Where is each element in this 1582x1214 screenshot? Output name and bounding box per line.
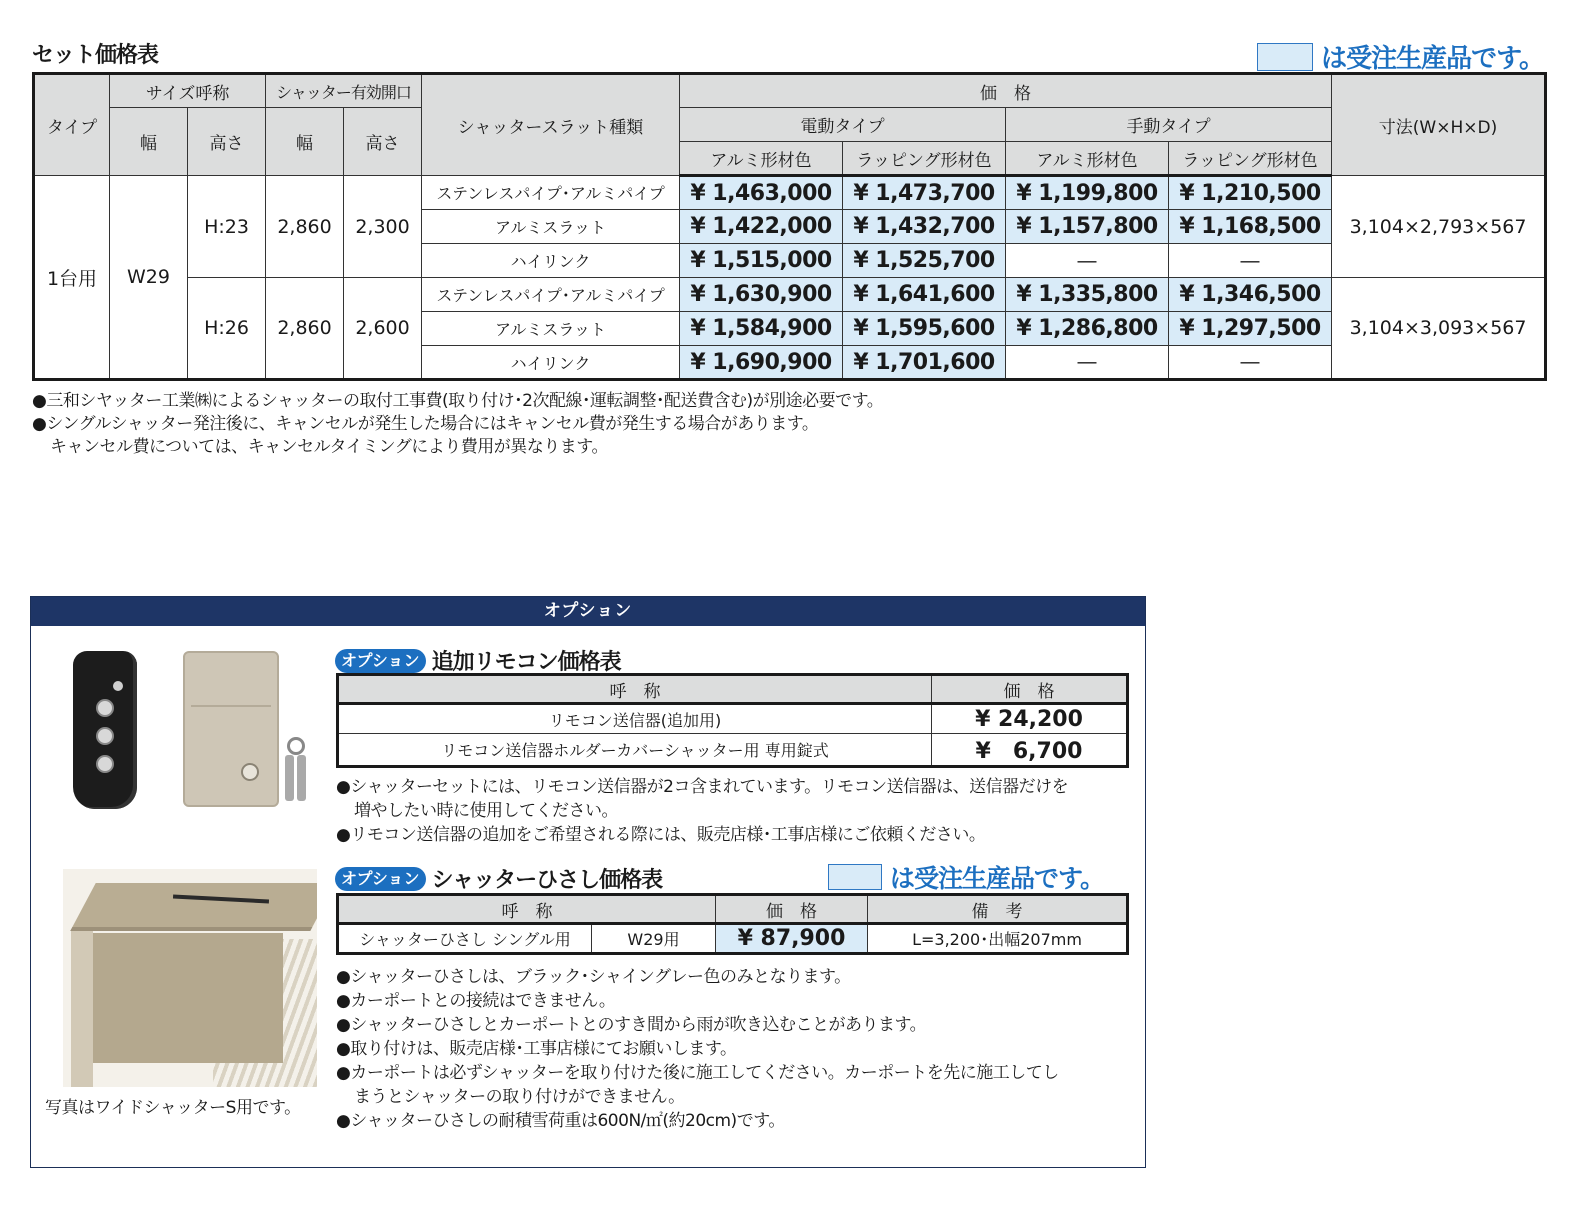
slat-cell: ステンレスパイプ･アルミパイプ [422,176,680,210]
visor-name-cell: シャッターひさし シングル用 [338,924,592,954]
note-line: ●シャッターひさしは、ブラック･シャイングレー色のみとなります。 [336,967,851,987]
price-cell: ¥ 1,210,500 [1169,176,1332,210]
header-slat-type: シャッタースラット種類 [422,74,680,176]
made-to-order-legend [1257,38,1544,75]
price-cell: ¥ 1,690,900 [680,346,843,380]
note-line: ●カーポートは必ずシャッターを取り付けた後に施工してください。カーポートを先に施工してし [336,1063,1059,1083]
table-row [338,924,1128,954]
made-to-order-swatch [1257,43,1313,71]
header-manual: 手動タイプ [1006,108,1332,142]
dimensions-cell: 3,104×3,093×567 [1332,278,1546,380]
remote-header-price: 価 格 [932,675,1128,704]
price-cell: ¥ 1,422,000 [680,210,843,244]
header-manual-wrapping: ラッピング形材色 [1169,142,1332,176]
price-cell: ¥ 1,346,500 [1169,278,1332,312]
note-line: まうとシャッターの取り付けができません。 [354,1087,685,1107]
remote-price-table [336,673,1129,768]
table-row [338,704,1128,734]
price-cell: ¥ 1,641,600 [843,278,1006,312]
price-cell: ¥ 1,584,900 [680,312,843,346]
options-panel [30,596,1146,1168]
note-line: ●シングルシャッター発注後に、キャンセルが発生した場合にはキャンセル費が発生する場合があります。 [32,414,819,434]
price-cell: ¥ 1,463,000 [680,176,843,210]
header-dimensions: 寸法(W×H×D) [1332,74,1546,176]
width-cell: W29 [110,176,188,380]
height-name-cell: H:23 [188,176,266,278]
type-cell: 1台用 [34,176,110,380]
price-cell-empty: ― [1006,244,1169,278]
price-cell-empty: ― [1169,346,1332,380]
slat-cell: ハイリンク [422,244,680,278]
note-line: ●カーポートとの接続はできません。 [336,991,616,1011]
price-cell: ¥ 1,630,900 [680,278,843,312]
header-size-name: サイズ呼称 [110,74,266,108]
table-row [34,278,1546,312]
made-to-order-swatch [828,864,882,890]
price-cell: ¥ 1,168,500 [1169,210,1332,244]
visor-notes [336,965,1059,1133]
header-size-width: 幅 [110,108,188,176]
shutter-visor-image [63,869,317,1087]
price-cell: ¥ 1,157,800 [1006,210,1169,244]
made-to-order-text: は受注生産品です。 [1321,44,1544,74]
price-cell: ¥ 1,525,700 [843,244,1006,278]
price-cell: ¥ 1,335,800 [1006,278,1169,312]
option-badge: オプション [335,867,426,891]
made-to-order-text: は受注生産品です。 [890,864,1105,893]
header-open-width: 幅 [266,108,344,176]
option-badge: オプション [335,649,426,673]
open-height-cell: 2,600 [344,278,422,380]
header-manual-aluminum: アルミ形材色 [1006,142,1169,176]
open-width-cell: 2,860 [266,176,344,278]
height-name-cell: H:26 [188,278,266,380]
price-cell-empty: ― [1169,244,1332,278]
remote-price-cell: ¥ 6,700 [932,734,1128,767]
visor-header-price: 価 格 [716,895,868,924]
note-line: ●シャッターセットには、リモコン送信器が2コ含まれています。リモコン送信器は、送信器だけを [336,777,1069,797]
note-line: ●取り付けは、販売店様･工事店様にてお願いします。 [336,1039,737,1059]
slat-cell: ステンレスパイプ･アルミパイプ [422,278,680,312]
set-price-table [32,72,1547,381]
visor-note-cell: L=3,200･出幅207mm [868,924,1128,954]
remote-title-text: 追加リモコン価格表 [431,650,621,675]
slat-cell: アルミスラット [422,210,680,244]
header-type: タイプ [34,74,110,176]
note-line: 増やしたい時に使用してください。 [354,801,618,821]
price-cell-empty: ― [1006,346,1169,380]
dimensions-cell: 3,104×2,793×567 [1332,176,1546,278]
price-cell: ¥ 1,432,700 [843,210,1006,244]
price-cell: ¥ 1,286,800 [1006,312,1169,346]
remote-name-cell: リモコン送信器(追加用) [338,704,932,734]
visor-made-to-order-legend [828,859,1104,895]
price-cell: ¥ 1,297,500 [1169,312,1332,346]
header-electric-wrapping: ラッピング形材色 [843,142,1006,176]
table-row [34,176,1546,210]
price-cell: ¥ 1,473,700 [843,176,1006,210]
note-line: ●三和シヤッター工業㈱によるシャッターの取付工事費(取り付け･2次配線･運転調整･配送費含む)が別途必要です。 [32,391,884,411]
header-price: 価 格 [680,74,1332,108]
set-notes [32,390,883,459]
visor-size-cell: W29用 [592,924,716,954]
remote-control-image [73,651,137,809]
photo-caption: 写真はワイドシャッターS用です。 [45,1098,301,1118]
slat-cell: アルミスラット [422,312,680,346]
header-shutter-opening: シャッター有効開口 [266,74,422,108]
visor-header-name: 呼 称 [338,895,716,924]
note-line: ●シャッターひさしとカーポートとのすき間から雨が吹き込むことがあります。 [336,1015,927,1035]
visor-header-note: 備 考 [868,895,1128,924]
visor-price-table [336,893,1129,955]
price-cell: ¥ 1,595,600 [843,312,1006,346]
remote-holder-image [183,651,279,807]
set-price-title: セット価格表 [32,43,159,68]
remote-header-name: 呼 称 [338,675,932,704]
header-open-height: 高さ [344,108,422,176]
slat-cell: ハイリンク [422,346,680,380]
price-cell: ¥ 1,515,000 [680,244,843,278]
remote-price-cell: ¥ 24,200 [932,704,1128,734]
price-cell: ¥ 1,701,600 [843,346,1006,380]
remote-title [335,645,621,676]
keys-image [283,737,311,807]
header-electric-aluminum: アルミ形材色 [680,142,843,176]
visor-title-text: シャッターひさし価格表 [431,868,663,893]
note-line: ●リモコン送信器の追加をご希望される際には、販売店様･工事店様にご依頼ください。 [336,825,986,845]
note-line: キャンセル費については、キャンセルタイミングにより費用が異なります。 [50,437,608,457]
open-height-cell: 2,300 [344,176,422,278]
visor-title [335,863,662,894]
open-width-cell: 2,860 [266,278,344,380]
price-cell: ¥ 1,199,800 [1006,176,1169,210]
note-line: ●シャッターひさしの耐積雪荷重は600N/㎡(約20cm)です。 [336,1111,785,1131]
table-row [338,734,1128,767]
visor-price-cell: ¥ 87,900 [716,924,868,954]
options-header: オプション [31,597,1145,626]
header-electric: 電動タイプ [680,108,1006,142]
remote-notes [336,775,1068,847]
header-size-height: 高さ [188,108,266,176]
remote-name-cell: リモコン送信器ホルダーカバーシャッター用 専用錠式 [338,734,932,767]
